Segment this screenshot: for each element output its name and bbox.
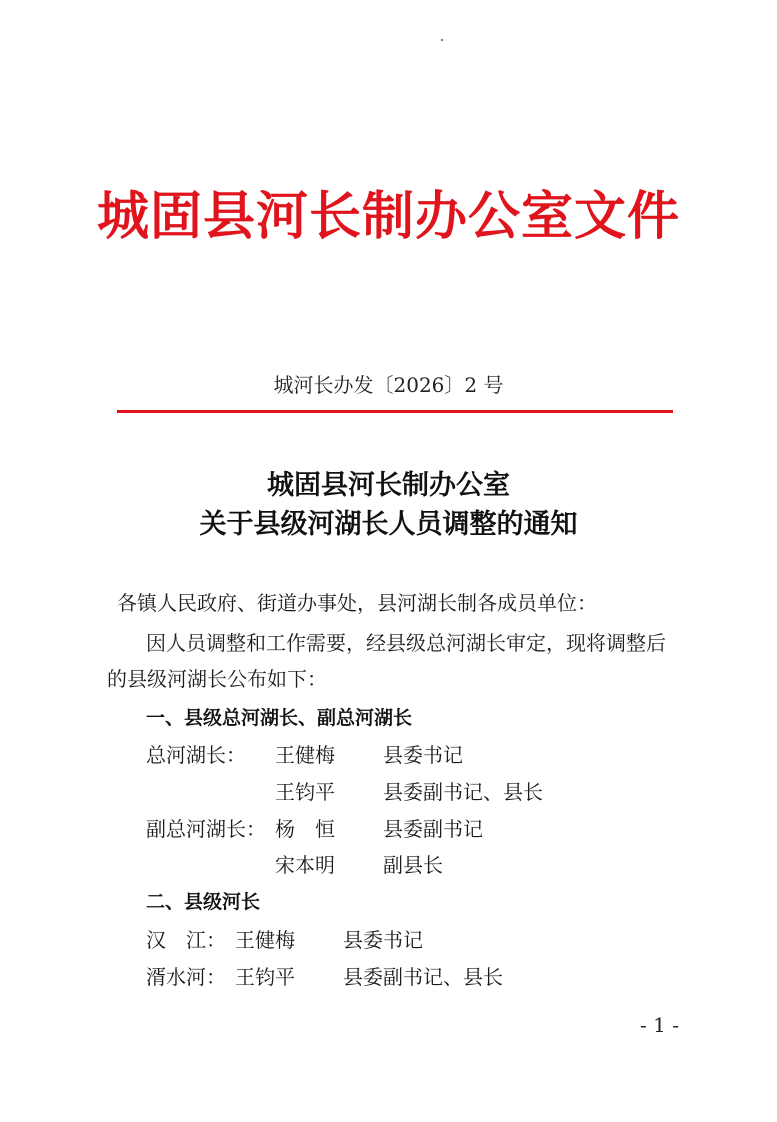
person-name: 王健梅 bbox=[235, 928, 295, 952]
person-title: 县委副书记、县长 bbox=[383, 780, 543, 804]
paragraph-line: 因人员调整和工作需要，经县级总河湖长审定，现将调整后 bbox=[146, 631, 666, 655]
document-header-title: 城固县河长制办公室文件 bbox=[96, 186, 680, 247]
person-name: 杨 恒 bbox=[275, 817, 335, 841]
role-label: 副总河湖长： bbox=[146, 817, 266, 841]
paragraph-line: 的县级河湖长公布如下： bbox=[107, 667, 327, 691]
person-title: 副县长 bbox=[383, 853, 443, 877]
section1-heading: 一、县级总河湖长、副总河湖长 bbox=[146, 707, 413, 729]
person-title: 县委书记 bbox=[383, 743, 463, 767]
section2-heading: 二、县级河长 bbox=[146, 891, 261, 913]
person-title: 县委副书记 bbox=[383, 817, 483, 841]
person-name: 宋本明 bbox=[275, 853, 335, 877]
person-name: 王钧平 bbox=[235, 965, 295, 989]
addressee: 各镇人民政府、街道办事处，县河湖长制各成员单位： bbox=[117, 591, 597, 615]
page-number: - 1 - bbox=[640, 1013, 679, 1037]
person-title: 县委副书记、县长 bbox=[343, 965, 503, 989]
person-name: 王钧平 bbox=[275, 780, 335, 804]
notice-title-line1: 城固县河长制办公室 bbox=[267, 470, 510, 501]
scan-speck bbox=[441, 39, 443, 41]
role-label: 总河湖长： bbox=[146, 743, 246, 767]
river-label: 湑水河： bbox=[146, 965, 226, 989]
person-name: 王健梅 bbox=[275, 743, 335, 767]
document-number: 城河长办发〔2026〕2 号 bbox=[273, 373, 504, 397]
person-title: 县委书记 bbox=[343, 928, 423, 952]
red-divider-line bbox=[117, 410, 673, 413]
river-label: 汉 江： bbox=[146, 928, 226, 952]
notice-title-line2: 关于县级河湖长人员调整的通知 bbox=[199, 509, 578, 540]
